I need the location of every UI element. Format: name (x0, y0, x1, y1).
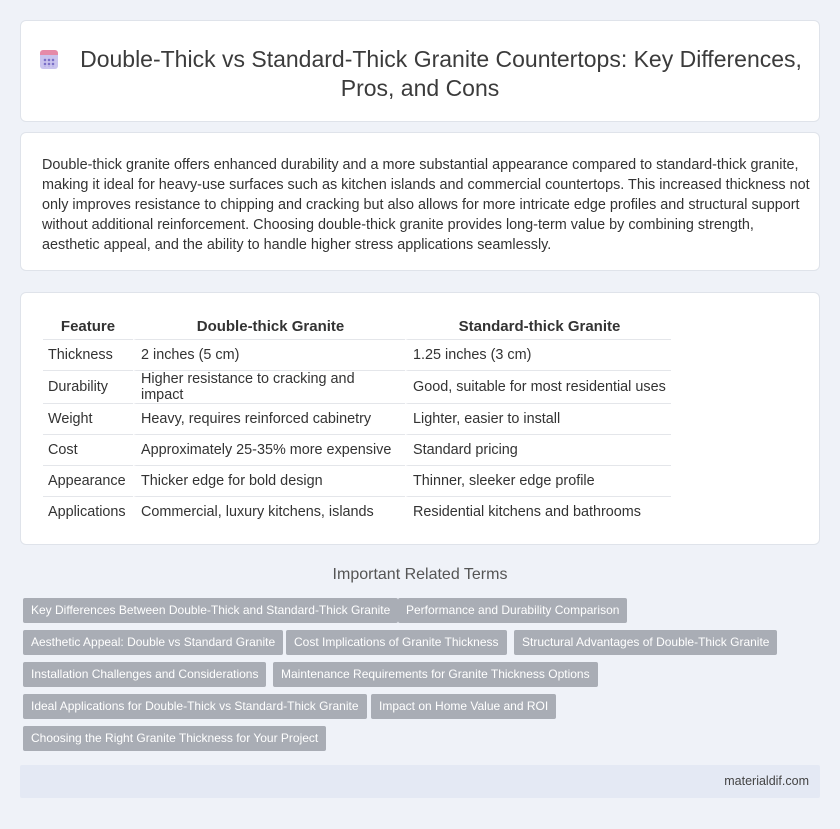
comparison-table (43, 315, 671, 527)
table-row (43, 496, 671, 527)
title-card (20, 20, 820, 122)
related-term-tag[interactable]: Choosing the Right Granite Thickness for Your Project (23, 726, 326, 751)
page-title: Double-Thick vs Standard-Thick Granite Countertops: Key Differences, Pros, and Cons (80, 46, 802, 101)
table-cell: 2 inches (5 cm) (133, 339, 405, 370)
column-header: Standard-thick Granite (405, 315, 671, 339)
table-cell: Appearance (43, 465, 133, 496)
table-cell: Applications (43, 496, 133, 527)
related-term-tag[interactable]: Performance and Durability Comparison (398, 598, 627, 623)
table-row (43, 465, 671, 496)
related-term-tag[interactable]: Cost Implications of Granite Thickness (286, 630, 507, 655)
related-term-tag[interactable]: Ideal Applications for Double-Thick vs Standard-Thick Granite (23, 694, 367, 719)
table-cell: Residential kitchens and bathrooms (405, 496, 671, 527)
table-cell: Lighter, easier to install (405, 403, 671, 434)
table-cell: Thickness (43, 339, 133, 370)
footer-bar (20, 765, 820, 798)
related-term-tag[interactable]: Impact on Home Value and ROI (371, 694, 556, 719)
column-header: Feature (60, 318, 116, 335)
table-row (43, 370, 671, 403)
table-cell: Durability (43, 370, 133, 403)
table-cell: Thinner, sleeker edge profile (405, 465, 671, 496)
table-row (43, 434, 671, 465)
table-cell: Weight (43, 403, 133, 434)
page-title-wrap (21, 45, 819, 103)
intro-card (20, 132, 820, 271)
table-cell: Approximately 25-35% more expensive (133, 434, 405, 465)
comparison-table-card (20, 292, 820, 545)
table-cell: Thicker edge for bold design (133, 465, 405, 496)
footer-site-name: materialdif.com (724, 774, 809, 788)
related-term-tag[interactable]: Installation Challenges and Considerations (23, 662, 266, 687)
table-row (43, 403, 671, 434)
table-cell: 1.25 inches (3 cm) (405, 339, 671, 370)
related-term-tag[interactable]: Structural Advantages of Double-Thick Granite (514, 630, 777, 655)
table-header-row (43, 315, 671, 339)
intro-paragraph: Double-thick granite offers enhanced durability and a more substantial appearance compared to standard-thick granite, making it ideal for heavy-use surfaces such as kitchen islands and commercial countertops. This increased thickness not only improves resistance to chipping and cracking but also allows for more intricate edge profiles and structural support without additional reinforcement. Choosing double-thick granite provides long-term value by combining strength, aesthetic appeal, and the ability to handle higher stress applications seamlessly. (42, 157, 810, 253)
related-terms-title: Important Related Terms (332, 566, 508, 583)
related-term-tag[interactable]: Maintenance Requirements for Granite Thickness Options (273, 662, 598, 687)
related-term-tag[interactable]: Aesthetic Appeal: Double vs Standard Granite (23, 630, 283, 655)
table-cell: Good, suitable for most residential uses (405, 370, 671, 403)
related-term-tag[interactable]: Key Differences Between Double-Thick and Standard-Thick Granite (23, 598, 398, 623)
table-cell: Commercial, luxury kitchens, islands (133, 496, 405, 527)
table-cell: Cost (43, 434, 133, 465)
table-cell: Standard pricing (405, 434, 671, 465)
table-cell: Heavy, requires reinforced cabinetry (133, 403, 405, 434)
table-row (43, 339, 671, 370)
table-cell: Higher resistance to cracking and impact (133, 370, 405, 403)
column-header: Double-thick Granite (133, 315, 405, 339)
calendar-icon (38, 48, 60, 70)
